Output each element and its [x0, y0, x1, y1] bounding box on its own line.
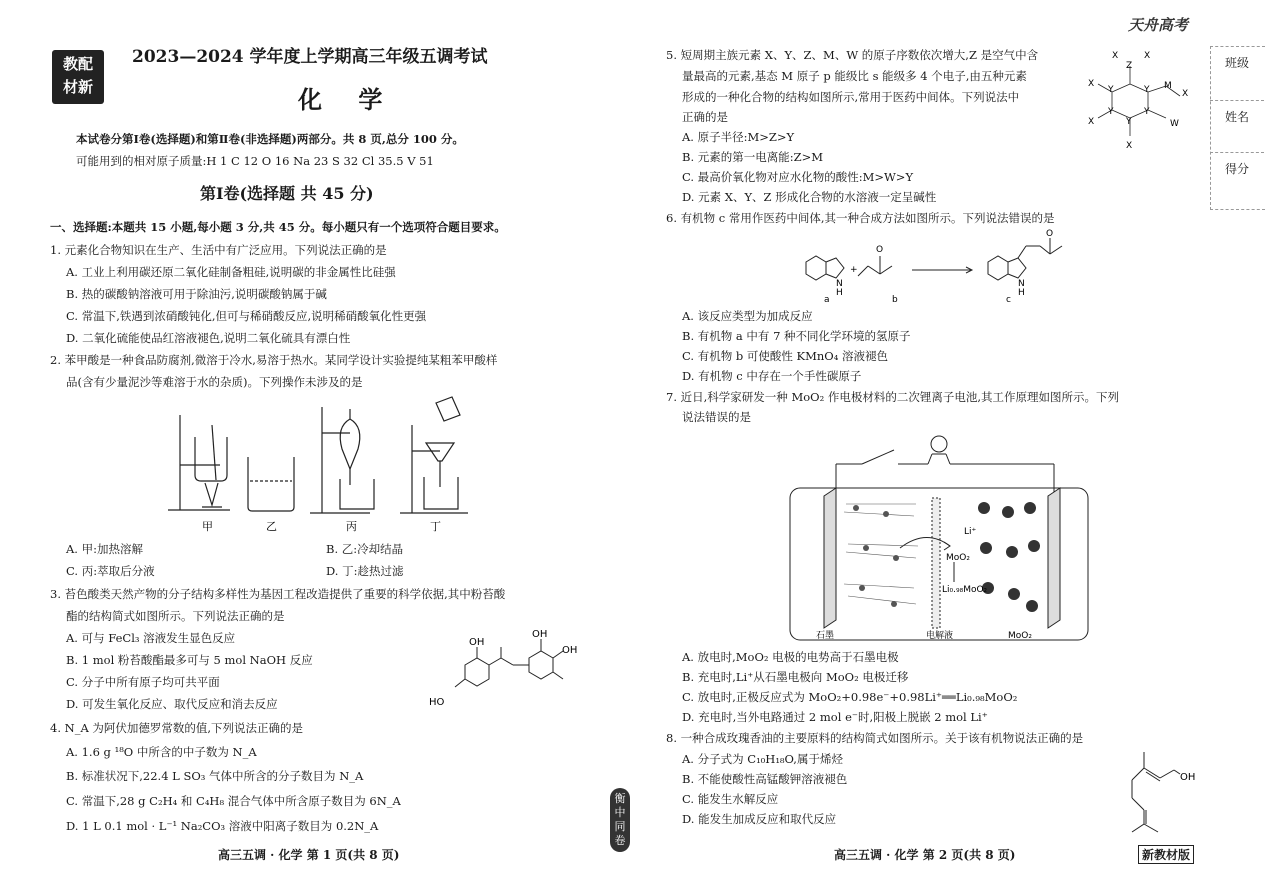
svg-text:HO: HO	[429, 697, 445, 708]
svg-text:X: X	[1112, 51, 1119, 61]
subject-title: 化 学	[298, 85, 397, 114]
fig-label-bing: 丙	[346, 520, 357, 533]
q8-stem: 8. 一种合成玫瑰香油的主要原料的结构简式如图所示。关于该有机物说法正确的是	[666, 731, 1084, 745]
svg-text:X: X	[1144, 51, 1151, 61]
q8-option-b: B. 不能使酸性高锰酸钾溶液褪色	[682, 772, 848, 786]
q7-option-b: B. 充电时,Li⁺从石墨电极向 MoO₂ 电极迁移	[682, 670, 909, 684]
svg-text:MoO₂: MoO₂	[946, 553, 970, 563]
q2-option-d: D. 丁:趁热过滤	[326, 564, 404, 578]
q1-option-a: A. 工业上利用碳还原二氧化硅制备粗硅,说明碳的非金属性比硅强	[66, 265, 396, 279]
fig-label-yi: 乙	[266, 520, 277, 533]
q7-stem-2: 说法错误的是	[682, 410, 751, 424]
atomic-masses: 可能用到的相对原子质量:H 1 C 12 O 16 Na 23 S 32 Cl 35.5 V 51	[76, 154, 434, 168]
svg-text:OH: OH	[1180, 772, 1196, 783]
footer-right: 高三五调 · 化学 第 2 页(共 8 页)	[834, 848, 1016, 862]
svg-text:O: O	[1046, 229, 1054, 239]
q3-stem-1: 3. 苔色酸类天然产物的分子结构多样性为基因工程改造提供了重要的科学依据,其中粉苔酸	[50, 587, 506, 601]
q1-stem: 1. 元素化合物知识在生产、生活中有广泛应用。下列说法正确的是	[50, 243, 387, 257]
info-divider	[1210, 100, 1264, 101]
svg-text:Li₀.₉₈MoO₂: Li₀.₉₈MoO₂	[942, 585, 988, 595]
q5-option-b: B. 元素的第一电离能:Z>M	[682, 150, 824, 164]
q6-option-b: B. 有机物 a 中有 7 种不同化学环境的氢原子	[682, 329, 911, 343]
q2-stem-2: 品(含有少量泥沙等难溶于水的杂质)。下列操作未涉及的是	[66, 375, 363, 389]
svg-text:OH: OH	[469, 637, 485, 648]
svg-text:Y: Y	[1126, 117, 1132, 127]
svg-text:OH: OH	[562, 645, 578, 656]
q4-option-c: C. 常温下,28 g C₂H₄ 和 C₄H₈ 混合气体中所含原子数目为 6N_A	[66, 794, 401, 808]
q3-option-c: C. 分子中所有原子均可共平面	[66, 675, 220, 689]
section-instruction: 一、选择题:本题共 15 小题,每小题 3 分,共 45 分。每小题只有一个选项符合题目要求。	[50, 220, 506, 234]
svg-text:W: W	[1170, 119, 1179, 129]
q4-option-b: B. 标准状况下,22.4 L SO₃ 气体中所含的分子数目为 N_A	[66, 769, 364, 783]
info-divider	[1210, 152, 1264, 153]
q5-option-c: C. 最高价氧化物对应水化物的酸性:M>W>Y	[682, 170, 914, 184]
q2-option-a: A. 甲:加热溶解	[66, 542, 143, 556]
svg-text:石墨: 石墨	[816, 631, 835, 641]
name-field[interactable]: 姓名	[1224, 110, 1249, 124]
q5-structure-figure	[1082, 44, 1202, 154]
q1-option-d: D. 二氧化硫能使品红溶液褪色,说明二氧化硫具有漂白性	[66, 331, 351, 345]
svg-text:H: H	[1018, 288, 1025, 298]
new-textbook-badge: 教配 材新	[52, 50, 104, 104]
q6-option-c: C. 有机物 b 可使酸性 KMnO₄ 溶液褪色	[682, 349, 888, 363]
q7-stem-1: 7. 近日,科学家研发一种 MoO₂ 作电极材料的二次锂离子电池,其工作原理如图所示。下列	[666, 390, 1119, 404]
svg-text:+: +	[850, 265, 858, 275]
q6-option-d: D. 有机物 c 中存在一个手性碳原子	[682, 369, 862, 383]
q3-option-d: D. 可发生氧化反应、取代反应和消去反应	[66, 697, 278, 711]
class-field[interactable]: 班级	[1224, 56, 1249, 70]
tianzhou-logo: 天舟高考	[1128, 16, 1189, 34]
svg-text:Y: Y	[1144, 107, 1150, 117]
q2-option-b: B. 乙:冷却结晶	[326, 542, 404, 556]
svg-text:Y: Y	[1108, 107, 1114, 117]
svg-text:O: O	[876, 245, 884, 255]
q3-option-b: B. 1 mol 粉苔酸酯最多可与 5 mol NaOH 反应	[66, 653, 313, 667]
svg-text:N: N	[836, 279, 843, 289]
q3-option-a: A. 可与 FeCl₃ 溶液发生显色反应	[66, 631, 236, 645]
lab-apparatus-figure	[150, 395, 500, 535]
q8-structure-figure	[1110, 748, 1200, 840]
footer-left: 高三五调 · 化学 第 1 页(共 8 页)	[218, 848, 400, 862]
svg-text:b: b	[892, 295, 898, 305]
battery-diagram	[786, 428, 1096, 644]
svg-text:a: a	[824, 295, 830, 305]
q4-stem: 4. N_A 为阿伏加德罗常数的值,下列说法正确的是	[50, 721, 304, 735]
q1-option-c: C. 常温下,铁遇到浓硝酸钝化,但可与稀硝酸反应,说明稀硝酸氧化性更强	[66, 309, 427, 323]
fig-label-jia: 甲	[202, 520, 213, 533]
svg-text:H: H	[836, 288, 843, 298]
q5-option-a: A. 原子半径:M>Z>Y	[682, 130, 795, 144]
q5-stem-4: 正确的是	[682, 110, 728, 124]
q2-stem-1: 2. 苯甲酸是一种食品防腐剂,微溶于冷水,易溶于热水。某同学设计实验提纯某粗苯甲酸样	[50, 353, 498, 367]
q7-option-a: A. 放电时,MoO₂ 电极的电势高于石墨电极	[682, 650, 899, 664]
q6-stem: 6. 有机物 c 常用作医药中间体,其一种合成方法如图所示。下列说法错误的是	[666, 211, 1055, 225]
section-title: 第Ⅰ卷(选择题 共 45 分)	[200, 184, 374, 203]
q5-stem-1: 5. 短周期主族元素 X、Y、Z、M、W 的原子序数依次增大,Z 是空气中含	[666, 48, 1039, 62]
svg-text:X: X	[1088, 79, 1095, 89]
exam-note: 本试卷分第Ⅰ卷(选择题)和第Ⅱ卷(非选择题)两部分。共 8 页,总分 100 分。	[76, 132, 464, 146]
q8-option-a: A. 分子式为 C₁₀H₁₈O,属于烯烃	[682, 752, 843, 766]
q2-option-c: C. 丙:萃取后分液	[66, 564, 155, 578]
q4-option-d: D. 1 L 0.1 mol · L⁻¹ Na₂CO₃ 溶液中阳离子数目为 0.2N_A	[66, 819, 379, 833]
q1-option-b: B. 热的碳酸钠溶液可用于除油污,说明碳酸钠属于碱	[66, 287, 327, 301]
q3-stem-2: 酯的结构简式如图所示。下列说法正确的是	[66, 609, 285, 623]
svg-text:c: c	[1006, 295, 1011, 305]
edition-badge: 新教材版	[1138, 845, 1194, 864]
q8-option-c: C. 能发生水解反应	[682, 792, 779, 806]
q7-option-c: C. 放电时,正极反应式为 MoO₂+0.98e⁻+0.98Li⁺══Li₀.₉₈MoO₂	[682, 690, 1018, 704]
fig-label-ding: 丁	[430, 520, 441, 533]
svg-text:Z: Z	[1126, 61, 1133, 71]
q8-option-d: D. 能发生加成反应和取代反应	[682, 812, 837, 826]
score-field[interactable]: 得分	[1224, 162, 1249, 176]
svg-text:X: X	[1126, 141, 1133, 151]
svg-text:Y: Y	[1108, 85, 1114, 95]
svg-text:X: X	[1182, 89, 1189, 99]
svg-text:MoO₂: MoO₂	[1008, 631, 1032, 641]
svg-text:M: M	[1164, 81, 1172, 91]
q3-structure-figure	[425, 625, 585, 715]
q5-stem-2: 量最高的元素,基态 M 原子 p 能级比 s 能级多 4 个电子,由五种元素	[682, 69, 1027, 83]
svg-text:Li⁺: Li⁺	[964, 527, 977, 537]
exam-title: 2023—2024 学年度上学期高三年级五调考试	[132, 47, 488, 67]
q7-option-d: D. 充电时,当外电路通过 2 mol e⁻时,阳极上脱嵌 2 mol Li⁺	[682, 710, 988, 724]
q5-stem-3: 形成的一种化合物的结构如图所示,常用于医药中间体。下列说法中	[682, 90, 1020, 104]
q6-option-a: A. 该反应类型为加成反应	[682, 309, 813, 323]
q4-option-a: A. 1.6 g ¹⁸O 中所含的中子数为 N_A	[66, 745, 257, 759]
svg-text:N: N	[1018, 279, 1025, 289]
q6-reaction-figure	[800, 229, 1090, 305]
svg-text:Y: Y	[1144, 85, 1150, 95]
svg-text:电解液: 电解液	[926, 631, 954, 641]
svg-text:OH: OH	[532, 629, 548, 640]
svg-text:X: X	[1088, 117, 1095, 127]
q5-option-d: D. 元素 X、Y、Z 形成化合物的水溶液一定呈碱性	[682, 190, 937, 204]
hengzhong-stamp: 衡 中 同 卷	[610, 788, 630, 852]
